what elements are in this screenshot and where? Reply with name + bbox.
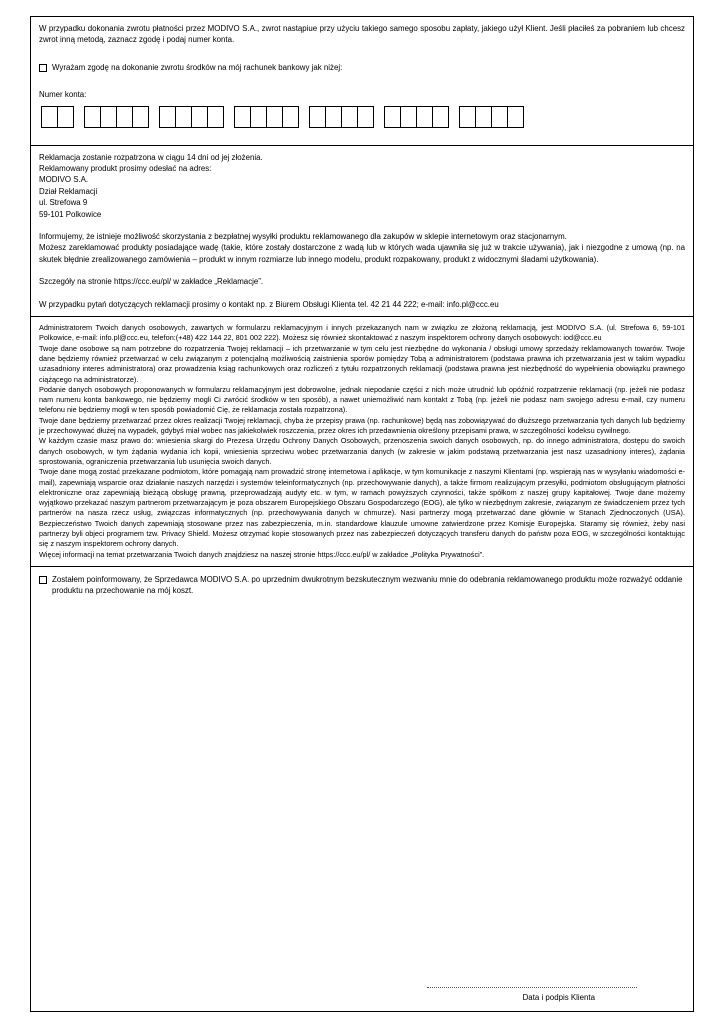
account-cell[interactable] — [341, 106, 358, 128]
privacy-paragraph: Podanie danych osobowych proponowanych w formularzu reklamacyjnym jest dobrowolne, jednak niepodanie części z nich może utrudnić lub opóźnić rozpatrzenie reklamacji (np. jeżeli nie podasz nam numeru konta bankowego, nie będziemy mogli Ci zwrócić środków w ten sposób), a nawet uniemożliwić nam kontakt z Tobą (np. jeżeli nie podasz nam swojego adresu e-mail, czy numeru telefonu nie będziemy mogli w ten sposób powiadomić Cię, że reklamacja została rozpatrzona). — [39, 384, 685, 415]
privacy-paragraph: Twoje dane mogą zostać przekazane podmiotom, które pomagają nam prowadzić stronę internetowa i aplikacje, w tym komunikacje z naszymi Klientami (np. wspierają nas w wysyłaniu wiadomości e-mail), zapewniają wsparcie oraz działanie naszych narzędzi i systemów teleinformatycznych (np. przechowywanie danych), a także firmom realizującym przesyłki, podmiotom obsługującym płatności elektroniczne oraz zapewniają bieżącą obsługę prawną, przeprowadzają audyty etc. w tym, w ramach powyższych czynności, także spółkom z naszej grupy kapitałowej. Twoje dane możemy wyjątkowo przekazać naszym partnerom przetwarzającym je poza obszarem Europejskiego Obszaru Gospodarczego (EOG), ale tylko w niezbędnym zakresie, związanym ze świadczeniem przez tych partnerów na nasza rzecz usług, związczas informatycznych (np. przechowywania danych w chmurze). Nasi partnerzy mogą przetwarzać dane głównie w Stanach Zjednoczonych (USA). Bezpieczeństwo Twoich danych zapewniają stosowane przez nas zabezpieczenia, m.in. standardowe klauzule umowne zatwierdzone przez Komisje Europejska. Staramy się również, żeby nasi partnerzy byli objeci programem tzw. Privacy Shield. Możesz otrzymać kopie stosowanych przez nas zabezpieczeń dotyczących transferu danych do państw poza EOG, w szczególności kontaktując się z naszym inspektorem ochrony danych. — [39, 467, 685, 549]
account-cell[interactable] — [132, 106, 149, 128]
account-cell[interactable] — [357, 106, 374, 128]
account-cell[interactable] — [491, 106, 508, 128]
account-cell[interactable] — [234, 106, 251, 128]
privacy-paragraph: Twoje dane osobowe są nam potrzebne do rozpatrzenia Twojej reklamacji – ich przetwarzanie w tym celu jest niezbędne do wykonania / obsługi umowy sprzedaży reklamowanych towarów. Twoje dane będziemy również przetwarzać w celu związanym z potencjalną możliwością zaistnienia sporów pomiędzy Tobą a administratorem (podstawa prawna ich przetwarzania jest w takim wypadku uzasadniony interes administratora) oraz prowadzenia ksiąg rachunkowych oraz rozliczeń z tytułu rozpatrzonych reklamacji (podstawa prawna jest niezbędność do wypełnienia obowiązku prawnego ciążącego na administratorze). — [39, 343, 685, 384]
account-number-input[interactable] — [39, 106, 685, 128]
account-cell[interactable] — [57, 106, 74, 128]
account-cell[interactable] — [116, 106, 133, 128]
privacy-paragraph: Twoje dane będziemy przetwarzać przez okres realizacji Twojej reklamacji, chyba że przepisy prawa (np. rachunkowe) będą nas zobowiązywać do dłuższego przetwarzania tych danych lub będziemy je przechowywać dłużej na wypadek, gdybyś miał wobec nas jakiekolwiek roszczenia, przez okres ich przedawnienia określony przepisami prawa, w szczególności kodeksu cywilnego. — [39, 415, 685, 436]
complaint-line-1: Reklamacja zostanie rozpatrzona w ciągu 14 dni od jej złożenia. — [39, 152, 263, 162]
signature-line[interactable] — [427, 986, 637, 988]
final-consent-label: Zostałem poinformowany, że Sprzedawca MODIVO S.A. po uprzednim dwukrotnym bezskutecznym wezwaniu mnie do odebrania reklamowanego produktu może rozważyć oddanie produktu na przechowanie na mój koszt. — [52, 574, 683, 596]
privacy-paragraph: Administratorem Twoich danych osobowych, zawartych w formularzu reklamacyjnym i innych przekazanych nam w związku ze złożoną reklamacją, jest MODIVO S.A. (ul. Strefowa 6, 59-101 Polkowice, e-mail: info.pl@ccc.eu, telefon:(+48) 422 144 22, 801 002 222). Możesz się również skontaktować z naszym inspektorem ochrony danych osobowych: iod@ccc.eu — [39, 323, 685, 343]
details-link-line: Szczegóły na stronie https://ccc.eu/pl/ w zakładce „Reklamacje”. — [39, 277, 264, 287]
account-group[interactable] — [159, 106, 223, 128]
refund-section — [31, 17, 693, 146]
account-cell[interactable] — [100, 106, 117, 128]
checkbox-icon[interactable] — [39, 576, 47, 584]
refund-consent-label: Wyrażam zgodę na dokonanie zwrotu środków na mój rachunek bankowy jak niżej: — [52, 62, 343, 72]
account-cell[interactable] — [309, 106, 326, 128]
account-cell[interactable] — [84, 106, 101, 128]
account-group[interactable] — [41, 106, 73, 128]
account-cell[interactable] — [475, 106, 492, 128]
defect-info: Możesz zareklamować produkty posiadające wadę (takie, które zostały dostarczone z wadą lub w których wada ujawniła się już w trakcie używania), jak i niezgodne z umową (np. na skutek błędnie zrealizowanego zamówienia – produkt w innym rozmiarze lub innego modelu, produkt rozpakowany, produkt z widocznymi śladami użytkowania). — [39, 243, 685, 264]
account-cell[interactable] — [250, 106, 267, 128]
account-group[interactable] — [84, 106, 148, 128]
account-cell[interactable] — [384, 106, 401, 128]
account-cell[interactable] — [175, 106, 192, 128]
final-consent-section — [31, 567, 693, 601]
privacy-notice-section — [31, 317, 693, 567]
account-cell[interactable] — [459, 106, 476, 128]
account-cell[interactable] — [400, 106, 417, 128]
address-line: 59-101 Polkowice — [39, 209, 102, 219]
account-cell[interactable] — [432, 106, 449, 128]
account-cell[interactable] — [266, 106, 283, 128]
document-frame — [30, 16, 694, 1012]
checkbox-icon[interactable] — [39, 64, 47, 72]
final-consent-row[interactable] — [39, 574, 685, 597]
signature-area — [31, 601, 693, 1011]
account-group[interactable] — [309, 106, 373, 128]
privacy-paragraph: W każdym czasie masz prawo do: wniesienia skargi do Prezesa Urzędu Ochrony Danych Osobowych, przenoszenia swoich danych osobowych, np. do innego administratora, dostępu do swoich danych osobowych, w tym żądania wydania ich kopii, wniesienia sprzeciwu wobec przetwarzania danych (w zakresie w jakim podstawą przetwarzania jest nasz uzasadniony interes), żądania sprostowania, ograniczenia przetwarzania lub usunięcia swoich danych. — [39, 436, 685, 466]
signature-label: Data i podpis Klienta — [522, 992, 595, 1002]
refund-paragraph: W przypadku dokonania zwrotu płatności przez MODIVO S.A., zwrot nastąpiue przy użyciu takiego samego sposobu zapłaty, jakiego użył Klient. Jeśli płaciłeś za pobraniem lub chcesz zwrot inną metodą, zaznacz zgodę i podaj numer konta. — [39, 24, 685, 45]
complaint-line-2: Reklamowany produkt prosimy odesłać na adres: — [39, 164, 212, 174]
return-address — [39, 174, 685, 220]
account-cell[interactable] — [159, 106, 176, 128]
refund-consent-row[interactable] — [39, 62, 685, 73]
free-shipping-info: Informujemy, że istnieje możliwość skorzystania z bezpłatnej wysyłki produktu reklamowanego dla zakupów w sklepie internetowym oraz stacjonarnym. — [39, 232, 567, 242]
account-cell[interactable] — [416, 106, 433, 128]
privacy-paragraph: Więcej informacji na temat przetwarzania Twoich danych znajdziesz na naszej stronie https://ccc.eu/pl/ w zakładce „Polityka Prywatności”. — [39, 549, 485, 559]
account-group[interactable] — [384, 106, 448, 128]
account-group[interactable] — [459, 106, 523, 128]
complaint-info-section — [31, 146, 693, 317]
account-cell[interactable] — [191, 106, 208, 128]
address-line: ul. Strefowa 9 — [39, 198, 88, 208]
account-cell[interactable] — [207, 106, 224, 128]
account-cell[interactable] — [282, 106, 299, 128]
account-cell[interactable] — [325, 106, 342, 128]
address-line: Dział Reklamacji — [39, 186, 98, 196]
address-line: MODIVO S.A. — [39, 175, 89, 185]
account-cell[interactable] — [507, 106, 524, 128]
account-cell[interactable] — [41, 106, 58, 128]
account-group[interactable] — [234, 106, 298, 128]
contact-line: W przypadku pytań dotyczących reklamacji prosimy o kontakt np. z Biurem Obsługi Klienta tel. 42 21 44 222; e-mail: info.pl@ccc.eu — [39, 299, 499, 309]
account-number-label: Numer konta: — [39, 90, 87, 100]
